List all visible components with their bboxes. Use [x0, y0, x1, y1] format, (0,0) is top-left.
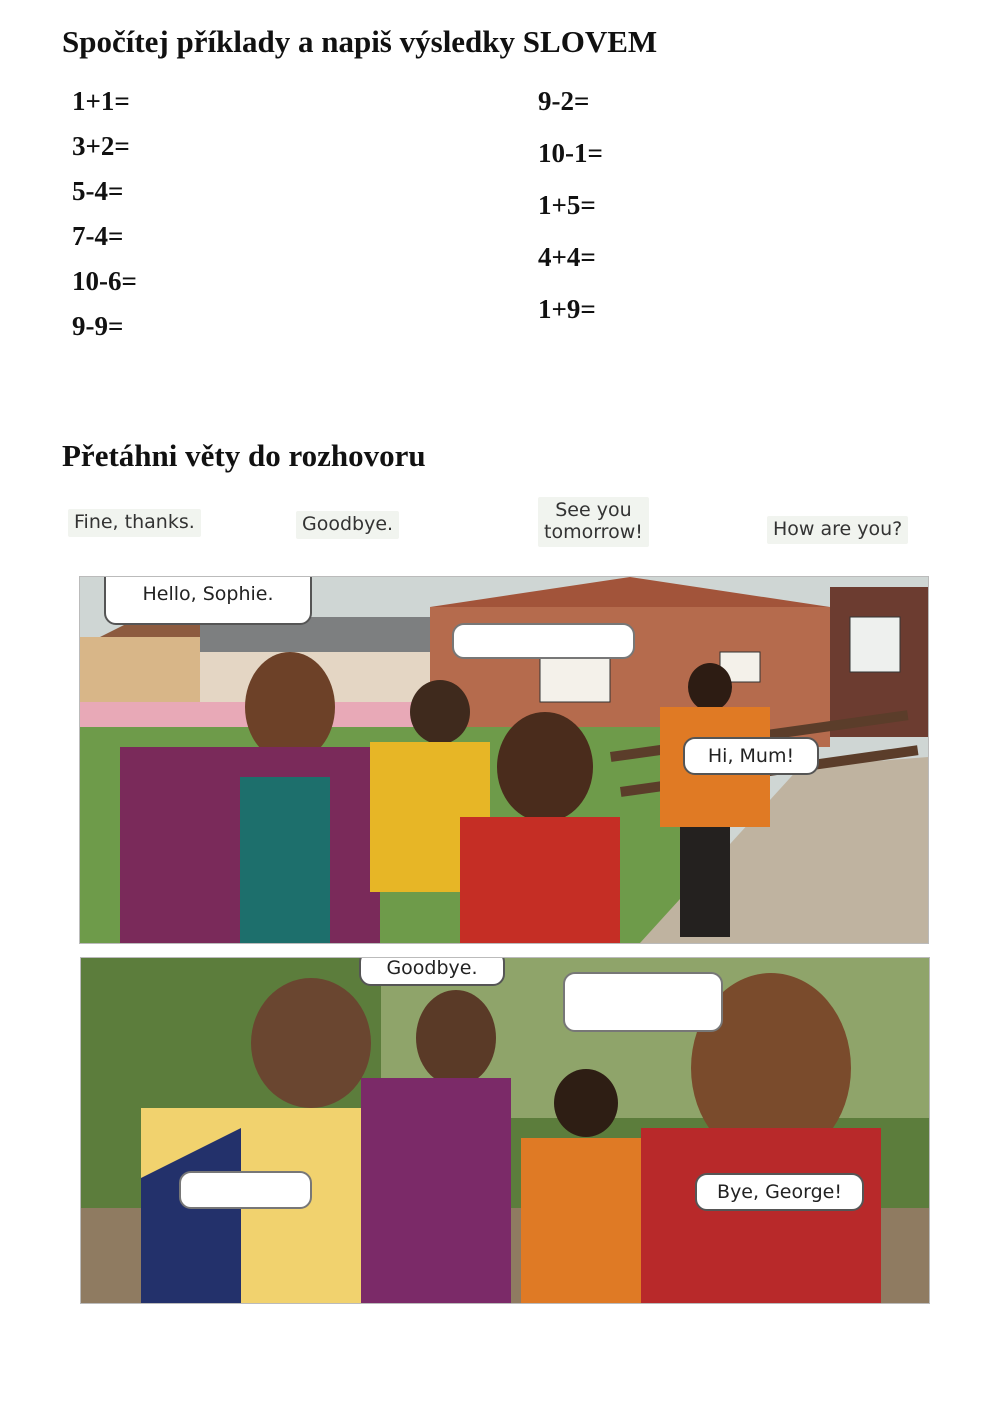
photo-school-greeting: [79, 576, 929, 944]
chip-line: See you: [555, 499, 632, 521]
math-problem: 3+2=: [72, 131, 130, 161]
math-problem: 4+4=: [538, 242, 596, 272]
drop-target-bubble-3[interactable]: [179, 1171, 312, 1209]
drag-chip-how-are-you[interactable]: How are you?: [767, 516, 908, 544]
math-problem: 1+1=: [72, 86, 130, 116]
drop-target-bubble-2[interactable]: [563, 972, 723, 1032]
section-title-math: Spočítej příklady a napiš výsledky SLOVEM: [62, 24, 658, 59]
drag-chip-fine-thanks[interactable]: Fine, thanks.: [68, 509, 201, 537]
math-problem: 1+5=: [538, 190, 596, 220]
section-title-dialogue: Přetáhni věty do rozhovoru: [62, 438, 426, 473]
math-problem: 7-4=: [72, 221, 124, 251]
math-problem: 9-9=: [72, 311, 124, 341]
math-right-column: [538, 86, 603, 346]
math-problem: 10-1=: [538, 138, 603, 168]
speech-bubble-bye-george: Bye, George!: [695, 1173, 864, 1211]
speech-bubble-goodbye: Goodbye.: [359, 957, 505, 986]
photo-school-goodbye: [80, 957, 930, 1304]
math-problem: 1+9=: [538, 294, 596, 324]
math-left-column: [72, 86, 137, 356]
speech-bubble-hello-sophie: Hello, Sophie.: [104, 576, 312, 625]
chip-line: tomorrow!: [544, 520, 643, 543]
math-problem: 10-6=: [72, 266, 137, 296]
speech-bubble-hi-mum: Hi, Mum!: [683, 737, 819, 775]
drag-chip-goodbye[interactable]: Goodbye.: [296, 511, 399, 539]
math-problem: 9-2=: [538, 86, 590, 116]
drop-target-bubble-1[interactable]: [452, 623, 635, 659]
math-problem: 5-4=: [72, 176, 124, 206]
drag-chip-see-you-tomorrow[interactable]: [538, 497, 649, 547]
goodbye-scene-illustration: [81, 958, 929, 1303]
